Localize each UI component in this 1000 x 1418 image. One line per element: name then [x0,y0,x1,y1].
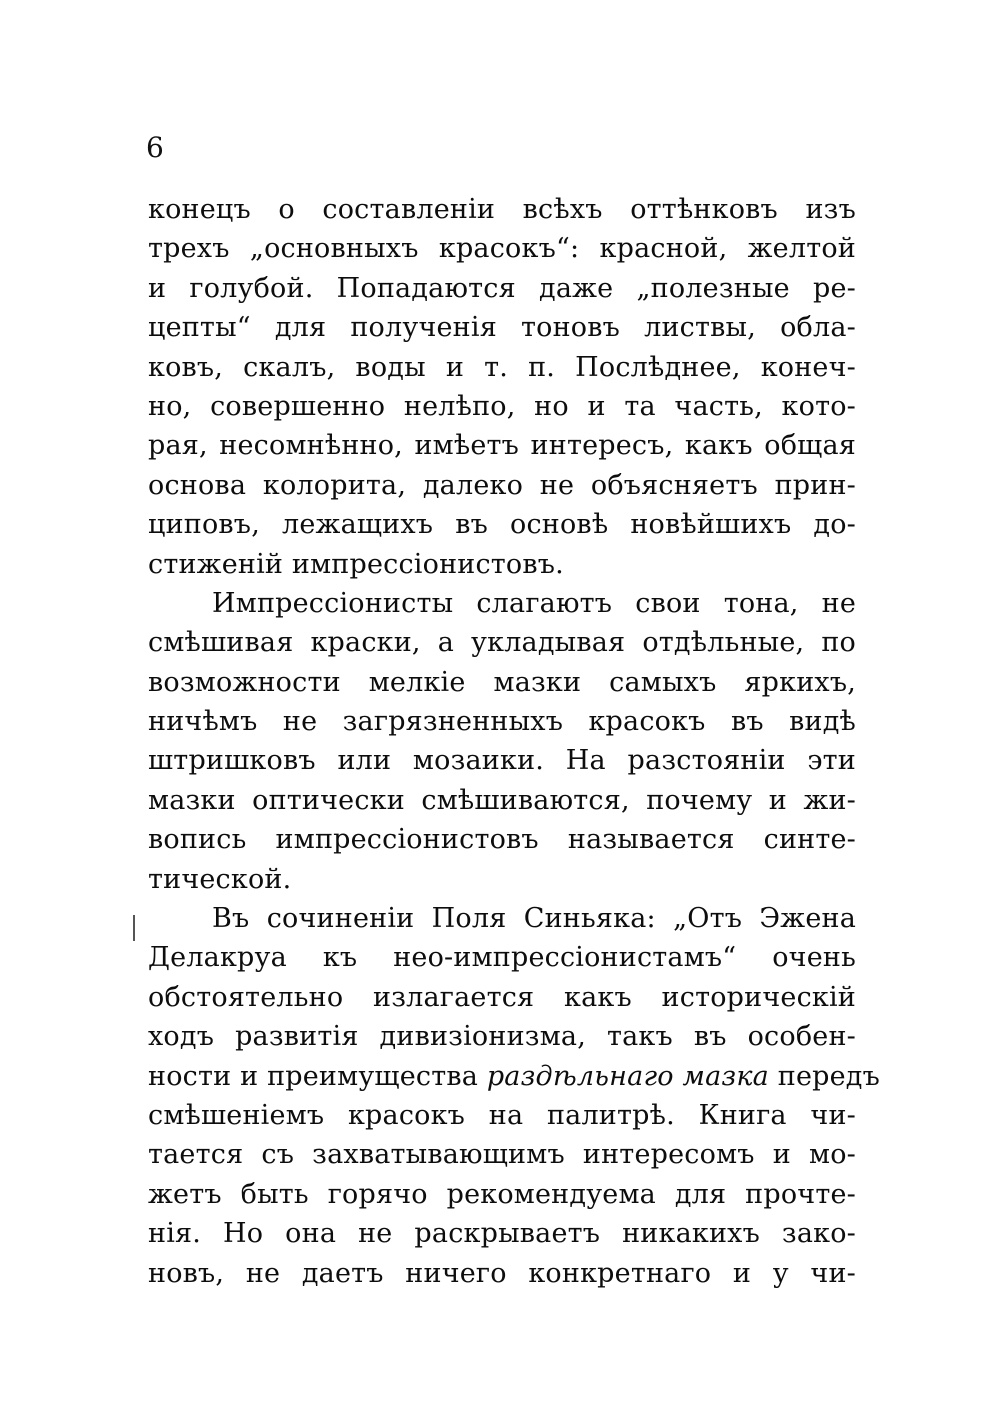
text-line-with-italic [148,1057,880,1096]
paragraph-3 [148,899,880,1293]
text-line: Делакруа къ нео-импрессіонистамъ“ очень [148,942,856,974]
text-line: циповъ, лежащихъ въ основѣ новѣйшихъ до- [148,509,856,541]
italic-phrase: раздѣльнаго мазка [486,1060,769,1092]
text-line: смѣшивая краски, а укладывая отдѣльные, по [148,627,856,659]
text-line: конецъ о составленіи всѣхъ оттѣнковъ изъ [148,194,856,225]
text-line: ходъ развитія дивизіонизма, такъ въ особен- [148,1021,856,1053]
page-number: 6 [146,131,164,164]
text-line: цепты“ для полученія тоновъ листвы, обла- [148,312,856,344]
body-text [148,190,880,1293]
text-line: основа колорита, далеко не объясняетъ прин- [148,469,856,501]
text-line: штришковъ или мозаики. На разстояніи эти [148,745,856,777]
text-line: рая, несомнѣнно, имѣетъ интересъ, какъ общая [148,430,856,462]
text-line: и голубой. Попадаются даже „полезные ре- [148,272,856,304]
text-line: нія. Но она не раскрываетъ никакихъ зако- [148,1218,856,1250]
text-fragment: ности и преимущества [148,1060,487,1092]
text-line: обстоятельно излагается какъ историческій [148,981,856,1013]
text-line: ковъ, скалъ, воды и т. п. Послѣднее, конеч- [148,351,856,383]
text-line: Импрессіонисты слагаютъ свои тона, не [212,587,856,619]
text-line: но, совершенно нелѣпо, но и та часть, кото- [148,390,856,422]
paragraph-2 [148,584,856,899]
text-line: тается съ захватывающимъ интересомъ и мо- [148,1139,856,1171]
text-line: новъ, не даетъ ничего конкретнаго и у чи- [148,1257,856,1289]
text-line: мазки оптически смѣшиваются, почему и жи- [148,784,856,816]
text-fragment: передъ [768,1060,880,1092]
text-line: тической. [148,863,292,895]
text-line: стиженій импрессіонистовъ. [148,548,564,580]
margin-mark [133,915,135,941]
text-line: жетъ быть горячо рекомендуема для прочте- [148,1178,856,1210]
text-line: возможности мелкіе мазки самыхъ яркихъ, [148,666,856,698]
text-line: трехъ „основныхъ красокъ“: красной, желтой [148,233,856,265]
text-line: Въ сочиненіи Поля Синьяка: „Отъ Эжена [212,903,856,935]
text-line: ничѣмъ не загрязненныхъ красокъ въ видѣ [148,706,856,738]
paragraph-1 [148,190,856,584]
text-line: вопись импрессіонистовъ называется синте- [148,824,856,856]
text-line: смѣшеніемъ красокъ на палитрѣ. Книга чи- [148,1099,856,1131]
